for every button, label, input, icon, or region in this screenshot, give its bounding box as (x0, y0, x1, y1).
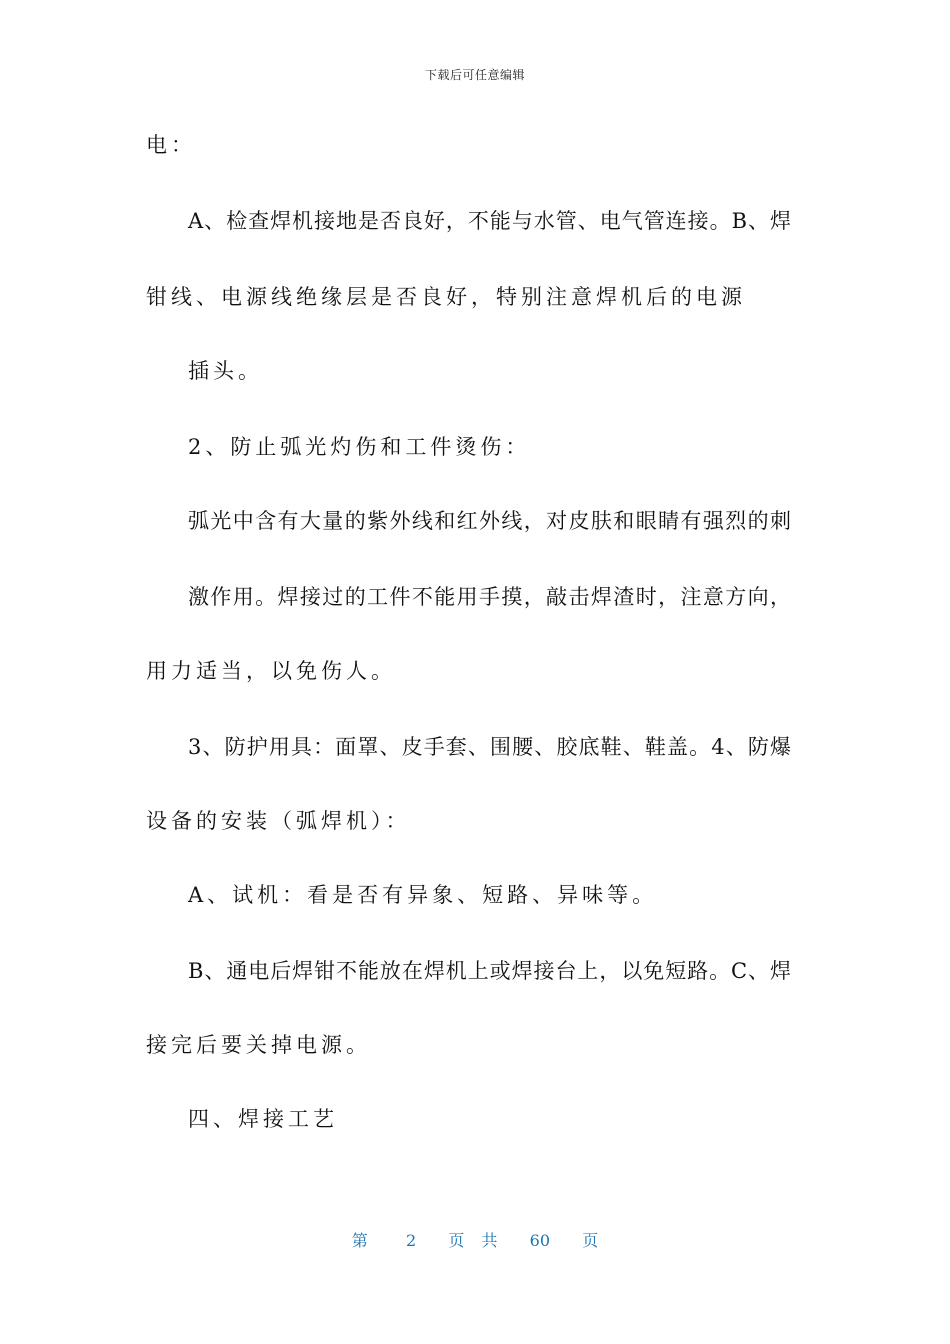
page-footer (0, 1228, 950, 1251)
section-heading: 四、焊接工艺 (188, 1107, 338, 1131)
page-header: 下载后可任意编辑 (424, 68, 525, 82)
text-line-8: 用力适当，以免伤人。 (146, 659, 396, 683)
footer-page-number: 2 (405, 1231, 417, 1250)
footer-total-pages: 60 (529, 1231, 550, 1250)
text-line-10: 设备的安装（弧焊机）： (146, 809, 411, 833)
text-line-13: 接完后要关掉电源。 (146, 1033, 371, 1057)
footer-suffix: 页 (582, 1231, 599, 1250)
text-line-4: 插头。 (188, 359, 263, 383)
text-line-7: 激作用。焊接过的工件不能用手摸，敲击焊渣时，注意方向， (188, 585, 791, 609)
text-line-11: A、试机：看是否有异象、短路、异味等。 (188, 883, 658, 907)
text-line-6: 弧光中含有大量的紫外线和红外线，对皮肤和眼睛有强烈的刺 (188, 509, 791, 533)
text-line-12: B、通电后焊钳不能放在焊机上或焊接台上，以免短路。C、焊 (188, 959, 791, 983)
footer-prefix: 第 (351, 1231, 368, 1250)
text-line-5: 2、防止弧光灼伤和工件烫伤： (188, 435, 531, 459)
text-line-1: 电： (146, 133, 196, 157)
text-line-2: A、检查焊机接地是否良好，不能与水管、电气管连接。B、焊 (188, 209, 791, 233)
footer-middle: 页 共 (448, 1231, 504, 1250)
text-line-3: 钳线、电源线绝缘层是否良好，特别注意焊机后的电源 (146, 285, 746, 309)
text-line-9: 3、防护用具：面罩、皮手套、围腰、胶底鞋、鞋盖。4、防爆 (188, 735, 791, 759)
